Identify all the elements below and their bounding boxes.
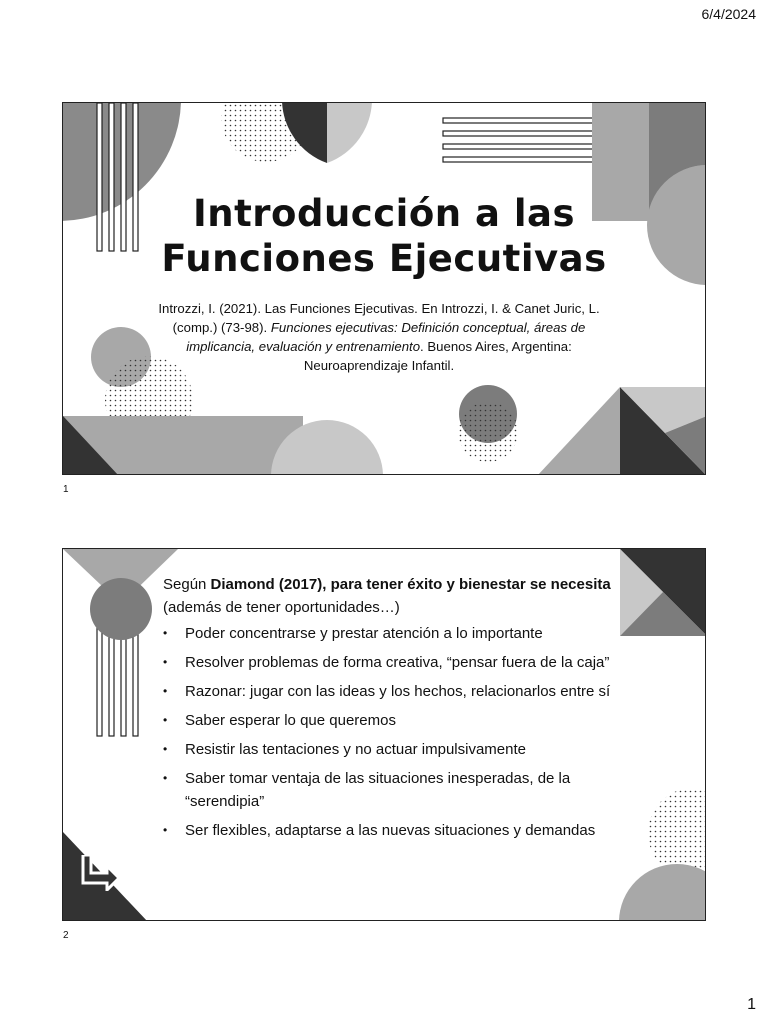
intro-post: (además de tener oportunidades…): [163, 599, 400, 616]
list-item: • Saber tomar ventaja de las situaciones inesperadas, de la “serendipia”: [163, 767, 633, 813]
slide-2-content: [163, 573, 633, 848]
slide-1: [62, 102, 706, 475]
header-date: 6/4/2024: [701, 6, 756, 22]
slide-1-number: 1: [63, 484, 69, 495]
list-item: • Saber esperar lo que queremos: [163, 709, 633, 732]
title-line-1: Introducción a las: [193, 192, 575, 235]
list-item: • Resolver problemas de forma creativa, “pensar fuera de la caja”: [163, 651, 633, 674]
slide-1-citation: [155, 299, 603, 375]
citation-book-title: Funciones ejecutivas: Definición conceptual, áreas de implicancia, evaluación y entrenamiento: [186, 320, 586, 354]
list-item: • Razonar: jugar con las ideas y los hechos, relacionarlos entre sí: [163, 680, 633, 703]
intro-bold: Diamond (2017), para tener éxito y bienestar se necesita: [210, 576, 611, 593]
title-line-2: Funciones Ejecutivas: [161, 237, 607, 280]
slide-2-number: 2: [63, 930, 69, 941]
slide-1-decoration: [63, 103, 706, 475]
list-item: • Poder concentrarse y prestar atención a lo importante: [163, 622, 633, 645]
slide-1-title: [63, 191, 705, 281]
bullet-list: [163, 622, 633, 842]
page-number: 1: [747, 996, 756, 1013]
list-item: • Resistir las tentaciones y no actuar impulsivamente: [163, 738, 633, 761]
intro-pre: Según: [163, 576, 211, 593]
citation-publisher: . Buenos Aires, Argentina: Neuroaprendizaje Infantil.: [303, 339, 572, 373]
list-item: • Ser flexibles, adaptarse a las nuevas situaciones y demandas: [163, 819, 633, 842]
slide-2-intro: [163, 573, 633, 619]
slide-2: [62, 548, 706, 921]
arrow-icon: [79, 855, 123, 891]
citation-text: Introzzi, I. (2021). Las Funciones Ejecutivas. En Introzzi, I. & Canet Juric, L. (comp.) (73-98).: [158, 301, 600, 335]
